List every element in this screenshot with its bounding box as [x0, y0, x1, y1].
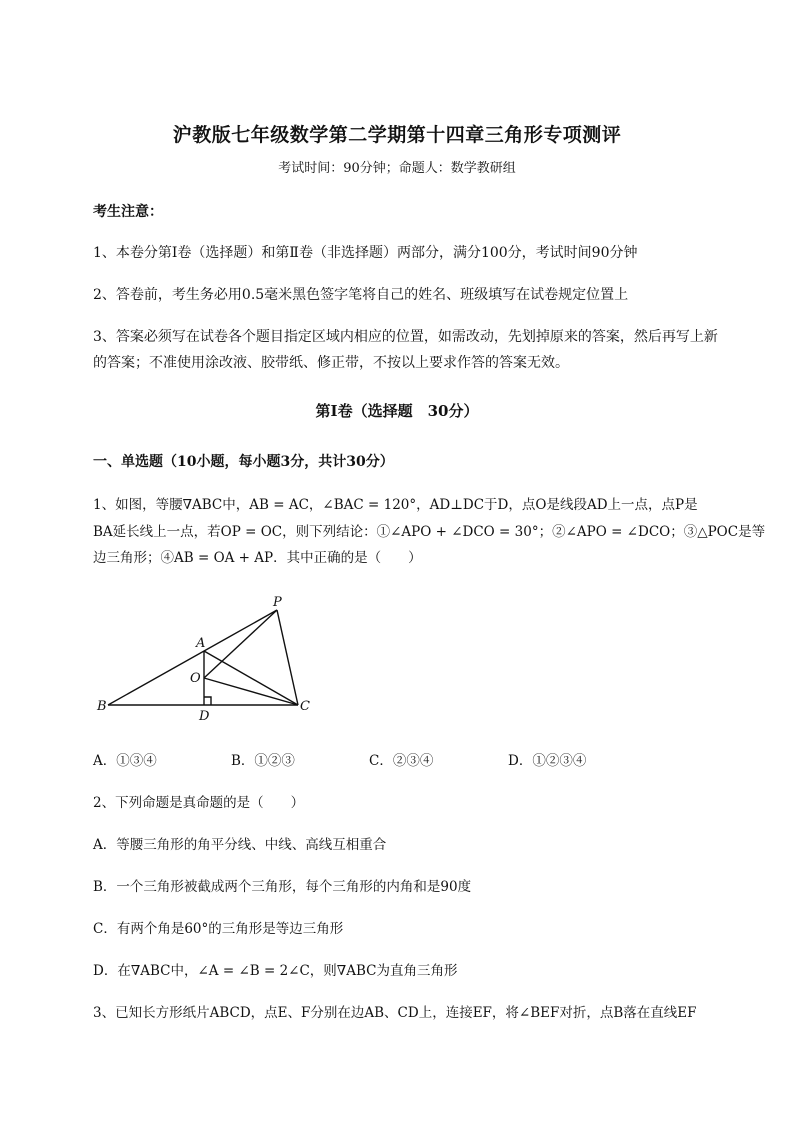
- notice-item-3-continued: 的答案；不准使用涂改液、胶带纸、修正带，不按以上要求作答的答案无效。: [93, 355, 569, 371]
- q1-line-2: BA延长线上一点，若OP = OC，则下列结论：①∠APO + ∠DCO = 30°；②∠APO = ∠DCO；③△POC是等: [93, 524, 766, 540]
- segment-AC: [204, 651, 298, 705]
- label-A: A: [196, 636, 206, 651]
- label-P: P: [273, 595, 282, 610]
- right-angle-mark: [204, 697, 211, 705]
- label-B: B: [97, 699, 107, 714]
- exam-subtitle: 考试时间：90分钟；命题人：数学教研组: [278, 161, 516, 176]
- label-C: C: [300, 699, 310, 714]
- q2-option-a[interactable]: A．等腰三角形的角平分线、中线、高线互相重合: [93, 837, 387, 853]
- q1-line-1: 1、如图，等腰∇ABC中，AB = AC，∠BAC = 120°，AD⊥DC于D，点O是线段AD上一点，点P是: [93, 497, 698, 513]
- section-title: 第Ⅰ卷（选择题 30分）: [315, 402, 479, 420]
- q2-option-d[interactable]: D．在∇ABC中，∠A = ∠B = 2∠C，则∇ABC为直角三角形: [93, 963, 458, 979]
- part-heading: 一、单选题（10小题，每小题3分，共计30分）: [93, 454, 394, 470]
- segment-OC: [204, 678, 298, 705]
- q1-option-a[interactable]: A．①③④: [93, 753, 157, 769]
- segment-BP: [108, 610, 277, 705]
- q1-option-c[interactable]: C．②③④: [369, 753, 434, 769]
- q3-stem: 3、已知长方形纸片ABCD，点E、F分别在边AB、CD上，连接EF，将∠BEF对折，点B落在直线EF: [93, 1005, 697, 1021]
- notice-heading: 考生注意：: [93, 204, 163, 220]
- q2-option-b[interactable]: B．一个三角形被截成两个三角形，每个三角形的内角和是90度: [93, 879, 472, 895]
- notice-item-3: 3、答案必须写在试卷各个题目指定区域内相应的位置，如需改动，先划掉原来的答案，然后再写上新: [93, 329, 718, 345]
- segment-PC: [277, 610, 298, 705]
- q1-option-d[interactable]: D．①②③④: [508, 753, 587, 769]
- label-O: O: [190, 671, 201, 686]
- exam-title: 沪教版七年级数学第二学期第十四章三角形专项测评: [172, 124, 622, 146]
- segment-OP: [204, 610, 277, 678]
- notice-item-2: 2、答卷前，考生务必用0.5毫米黑色签字笔将自己的姓名、班级填写在试卷规定位置上: [93, 287, 629, 303]
- triangle-figure: [95, 590, 325, 725]
- notice-item-1: 1、本卷分第Ⅰ卷（选择题）和第Ⅱ卷（非选择题）两部分，满分100分，考试时间90分钟: [93, 245, 638, 261]
- q2-option-c[interactable]: C．有两个角是60°的三角形是等边三角形: [93, 921, 344, 937]
- q2-stem: 2、下列命题是真命题的是（ ）: [93, 795, 305, 811]
- q1-option-b[interactable]: B．①②③: [231, 753, 295, 769]
- q1-line-3: 边三角形；④AB = OA + AP．其中正确的是（ ）: [93, 550, 422, 566]
- label-D: D: [199, 709, 210, 724]
